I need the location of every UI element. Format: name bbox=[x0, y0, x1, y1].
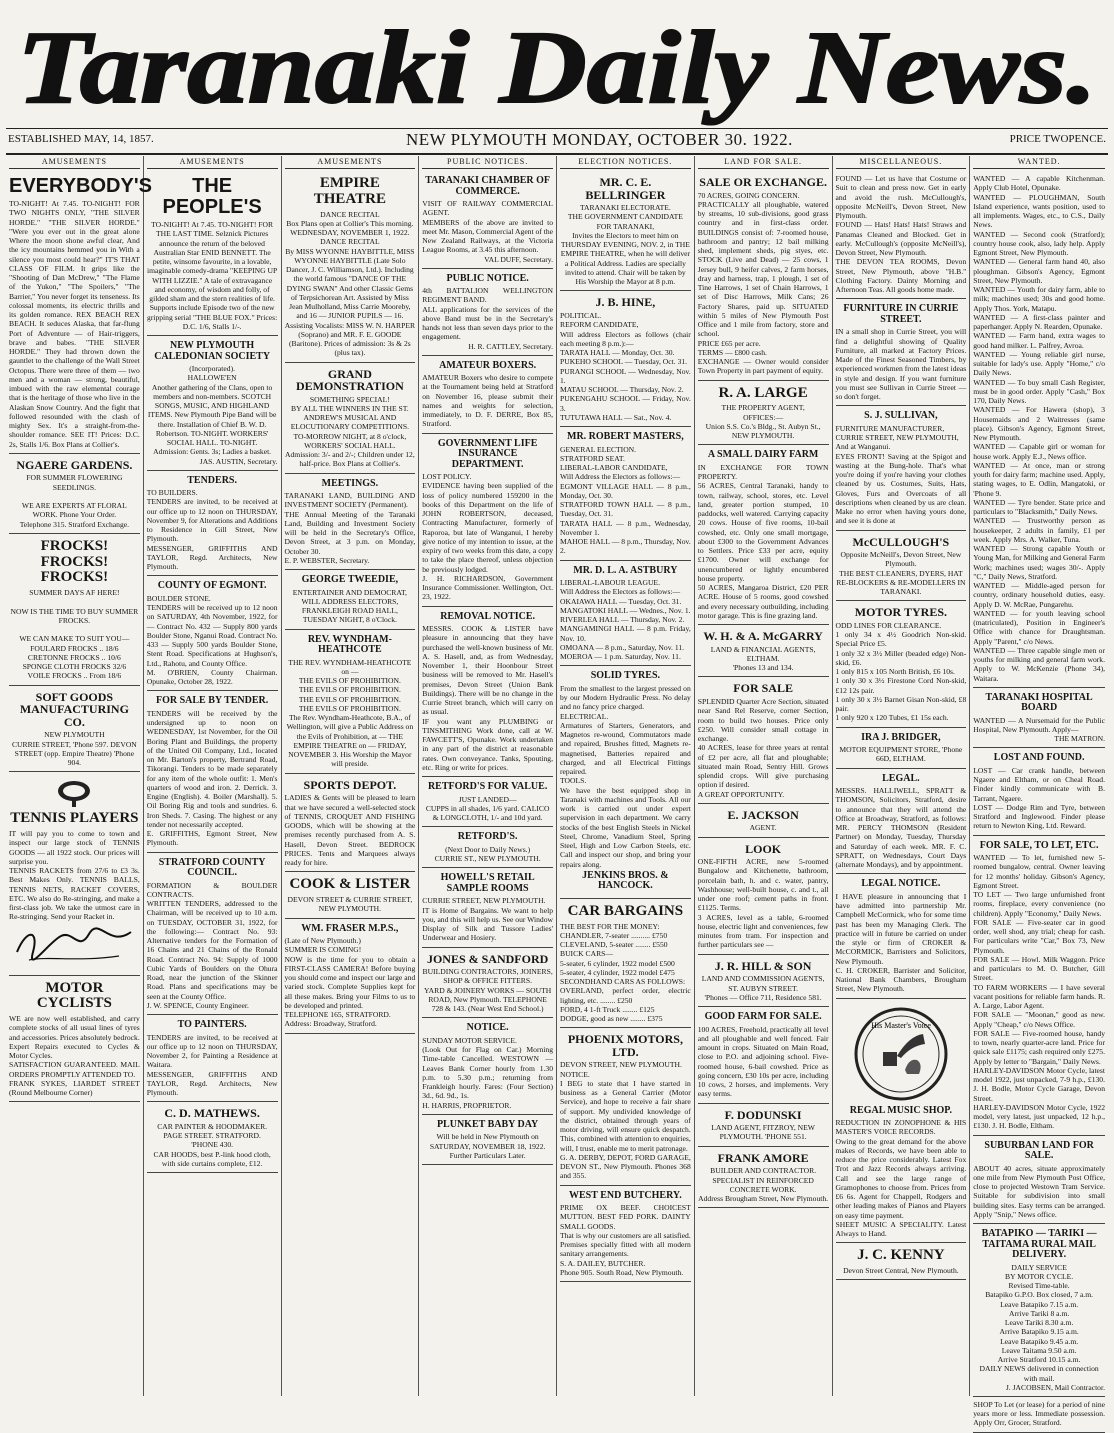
ad-jr-hill bbox=[698, 955, 829, 1007]
ad-retfords-value bbox=[422, 777, 553, 827]
ad-body: DEVON STREET & CURRIE STREET, NEW PLYMOUTH. bbox=[287, 895, 413, 914]
ad-body: ODD LINES FOR CLEARANCE. 1 only 34 x 4½ Goodrich Non-skid. Special Price £5. 1 only 32 x 3½ Miller (beaded edge) Non-skid, £6. 1 only 815 x 105 North British, £6 10s. 1 only 30 x 3½ Firestone Cord Non-skid, £12 12s pair. 1 only 30 x 3½ Barnet Gisan Non-skid, £8 pair. 1 only 920 x 120 Tubes, £1 15s each. bbox=[835, 620, 967, 723]
ad-title: FOR SALE, TO LET, ETC. bbox=[979, 839, 1099, 851]
ad-body: VISIT OF RAILWAY COMMERCIAL AGENT. MEMBERS of the above are invited to meet Mr. Mason, Commercial Agent of the New Zealand Railways, at the Victoria League Rooms, at 3.45 this afternoon. bbox=[422, 199, 554, 255]
ad-body: LAND AGENT, FITZROY, NEW PLYMOUTH. 'PHONE 551. bbox=[711, 1123, 815, 1142]
column-heading: AMUSEMENTS bbox=[285, 156, 416, 169]
ad-sale-by-tender bbox=[147, 691, 278, 852]
ad-title: BATAPIKO — TARIKI — TAITAMA RURAL MAIL DELIVERY. bbox=[981, 1228, 1097, 1260]
ad-body: TENDERS are invited, to be received at our office up to 12 noon on THURSDAY, November 2, for Painting a Residence at Waitara. MESSENGER, GRIFFITHS AND TAYLOR, Regd. Architects, New Plymouth. bbox=[146, 1032, 278, 1097]
ad-title: FURNITURE IN CURRIE STREET. bbox=[843, 303, 959, 325]
ad-body: THE PROPERTY AGENT, OFFICES:— Union S.S. Co.'s Bldg., St. Aubyn St., NEW PLYMOUTH. bbox=[705, 403, 821, 441]
ad-title: TARANAKI CHAMBER OF COMMERCE. bbox=[425, 175, 551, 197]
ad-body: Opposite McNeill's, Devon Street, New Plymouth. THE BEST CLEANERS, DYERS, HAT RE-BLOCKERS & RE-MODELLERS IN TARANAKI. bbox=[836, 550, 966, 597]
ad-body: FURNITURE MANUFACTURER, CURRIE STREET, NEW PLYMOUTH, And at Wanganui. EYES FRONT! Saving at the Spigot and wasting at the Bung-hole. That's what you're doing if you're having your clothes cleaned by us. Costumes, Suits, Hats, Gloves, Furs and Overcoats of all descriptions when cleaned by us are clean. Make no error when having yours done, and see it is done at bbox=[835, 423, 967, 526]
ad-title: NEW PLYMOUTH CALEDONIAN SOCIETY bbox=[154, 340, 271, 362]
ad-dodunski bbox=[698, 1104, 829, 1147]
ad-title: CAR BARGAINS bbox=[567, 902, 684, 919]
ad-body: 70 ACRES, GOING CONCERN. PRACTICALLY all ploughable, watered by streams, 10 sub-divisions, good grass country and in first-class order. BUILDINGS consist of: 7-roomed house, bathroom and pantry; 12 bail milking shed, implement sheds, pig styes, etc. STOCK (Live and Dead) — 25 cows, 1 Jersey bull, 9 heifer calves, 2 farm horses, dray and harness, trap, 1 plough, 1 set of Tine Harrows, 1 set of Chain Harrows, 1 set of Disc Harrows, Milk Cans; 26 Factory Shares, paid up. SITUATED within 5 miles of New Plymouth Post Office and 1 mile from factory, store and school. PRICE £65 per acre. TERMS — £800 cash. EXCHANGE — Owner would consider Town Property in part payment of equity. bbox=[697, 190, 829, 376]
ad-body: PRIME OX BEEF. CHOICEST MUTTON. BEST FED PORK. DAINTY SMALL GOODS. That is why our customers are all satisfied. Premises specially fitted with all modern sanitary arrangements. S. A. DAILEY, BUTCHER. Phone 905. South Road, New Plymouth. bbox=[560, 1203, 691, 1277]
column-3 bbox=[282, 156, 420, 1396]
ad-frocks bbox=[9, 534, 140, 686]
ad-plunket bbox=[422, 1115, 553, 1165]
column-heading: WANTED. bbox=[973, 156, 1105, 169]
ad-body: I HAVE pleasure in announcing that I have admitted into partnership Mr. Campbell McCormick, who for some time past has been my Managing Clerk. The practice will in future be carried on under the style or firm of CROKER & McCORMICK, Barristers and Solicitors, New Plymouth. C. H. CROKER, Barrister and Solicitor, National Bank Chambers, Brougham Street, New Plymouth. bbox=[835, 891, 967, 994]
ad-title: TENNIS PLAYERS bbox=[10, 810, 139, 827]
ad-body: LAND AND COMMISSION AGENTS, ST. AUBYN STREET. 'Phones — Office 711, Residence 581. bbox=[701, 974, 825, 1002]
ad-body: TARANAKI LAND, BUILDING AND INVESTMENT SOCIETY (Permanent). THE Annual Meeting of the Taranaki Land, Building and Investment Society will be held in the Secretary's Office, Devon Street, at 3 p.m. on Monday, October 30. E. P. WEBSTER, Secretary. bbox=[284, 491, 416, 565]
ad-title: LEGAL NOTICE. bbox=[861, 878, 941, 890]
ad-title: NGAERE GARDENS. bbox=[16, 457, 133, 472]
ad-body: AMATEUR Boxers who desire to compete at the Tournament being held at Stratford on November 16, please submit their names and weights for selection, immediately, to D. F. DERRE, Box 85, Stratford. bbox=[422, 373, 553, 429]
ad-body: FOUND — Let us have that Costume or Suit to clean and press now. Get in early and avoid the rush. McCullough's, opposite McNeill's, Devon Street, New Plymouth. FOUND — Hats! Hats! Hats! Straws and Panamas Cleaned and Blocked. Get in early. McCullough's (opposite McNeill's), Devon Street, New Plymouth. THE DEVON TEA ROOMS, Devon Street, New Plymouth, above "H.B." Clothing Factory. Dainty Morning and Afternoon Teas. All goods home made. bbox=[835, 174, 967, 294]
ad-signature: J. JACOBSEN, Mail Contractor. bbox=[1005, 1382, 1105, 1392]
ad-hine bbox=[560, 291, 691, 427]
ad-public-notice-band bbox=[422, 269, 553, 356]
ad-lost-and-found bbox=[973, 748, 1105, 835]
ad-grand-demonstration bbox=[285, 363, 416, 474]
ad-removal-notice bbox=[422, 607, 553, 778]
ad-ra-large bbox=[698, 381, 829, 446]
ad-body: GENERAL ELECTION. STRATFORD SEAT. LIBERAL-LABOR CANDIDATE, Will Address the Electors as follows:— EGMONT VILLAGE HALL — 8 p.m., Monday, Oct. 30. STRATFORD TOWN HALL — 8 p.m., Tuesday, Oct. 31. TARATA HALL — 8 p.m., Wednesday, November 1. MAHOE HALL — 8 p.m., Thursday, Nov. 2. bbox=[560, 444, 691, 556]
ad-empire-theatre bbox=[285, 171, 416, 363]
ad-title: LOOK bbox=[745, 841, 782, 856]
ad-title: SOFT GOODS MANUFACTURING CO. bbox=[19, 689, 129, 729]
ad-title: JENKINS BROS. & HANCOCK. bbox=[582, 869, 669, 892]
ad-body: LADIES & Gents will be pleased to learn that we have secured a well-selected stock of TENNIS, CROQUET AND FISHING GOODS, which will be showing at the premises recently purchased from A. S. Hasell, Devon Street. BEDROCK PRICES. Tents and Marquees always ready for hire. bbox=[284, 793, 416, 868]
column-heading: PUBLIC NOTICES. bbox=[422, 156, 553, 169]
column-heading: AMUSEMENTS bbox=[9, 156, 140, 169]
ad-legal bbox=[836, 769, 967, 875]
racket-logo-icon bbox=[54, 779, 94, 807]
ad-masters bbox=[560, 427, 691, 561]
ad-body: SOMETHING SPECIAL! BY ALL THE WINNERS IN THE ST. ANDREW'S MUSICAL AND ELOCUTIONARY COMPETITIONS. TO-MORROW NIGHT, at 8 o'clock, WORKERS' SOCIAL HALL. Admission: 3/- and 2/-; Children under 12, half-price. Box Plans at Collier's. bbox=[285, 394, 415, 469]
ad-title: GRAND DEMONSTRATION bbox=[295, 366, 404, 394]
ad-body: NEW PLYMOUTH CURRIE STREET, 'Phone 597. DEVON STREET (opp. Empire Theatre) 'Phone 904. bbox=[11, 730, 137, 768]
handwritten-signature bbox=[9, 922, 139, 966]
ad-title: REGAL MUSIC SHOP. bbox=[849, 1104, 952, 1116]
ad-body: ONE-FIFTH ACRE, new 5-roomed Bungalow and Kitchenette, bathroom, porcelain bath, h. and c. water, pantry, Washhouse; well-built house, c. and t., all under one roof; cement paths in front. £1125. Terms. 3 ACRES, level as a table, 6-roomed house, electric light and conveniences, few minutes from tram. For inspection and further particulars see — bbox=[697, 857, 829, 950]
ad-for-sale bbox=[698, 677, 829, 803]
established-date: ESTABLISHED MAY, 14, 1857. bbox=[8, 133, 154, 145]
ad-title: SUBURBAN LAND FOR SALE. bbox=[984, 1139, 1094, 1161]
ad-bridger bbox=[836, 728, 967, 769]
ad-title: McCULLOUGH'S bbox=[852, 534, 950, 549]
ad-jones-sandford bbox=[422, 948, 553, 1019]
ad-amateur-boxers bbox=[422, 356, 553, 434]
ad-body: MOTOR EQUIPMENT STORE, 'Phone 66D, ELTHAM. bbox=[839, 745, 963, 764]
ad-title: MEETINGS. bbox=[321, 477, 379, 489]
ad-kenny bbox=[836, 1243, 967, 1280]
ad-body: IN a small shop in Currie Street, you will find a delightful showing of Quality Furniture, all marked at Factory Prices. Made of the Finest Seasoned Timbers, by experienced workmen from the latest ideas in style and design. If you want furniture you must see Sullivan in Currie Street — so don't forget. bbox=[835, 327, 967, 401]
ad-car-bargains bbox=[560, 899, 691, 1029]
ad-body: (Incorporated). HALLOWE'EN Another gathering of the Clans, open to members and non-members. SCOTCH SONGS, MUSIC, AND HIGHLAND ITEMS. New Plymouth Pipe Band will be there. Installation of Chief B. W. D. Robertson. TO-NIGHT. WORKERS' SOCIAL HALL. TO-NIGHT. Admission: Gents. 3s; Ladies a basket. bbox=[147, 364, 277, 457]
ad-body: LAND & FINANCIAL AGENTS, ELTHAM. 'Phones 13 and 134. bbox=[710, 644, 816, 673]
ad-title: REMOVAL NOTICE. bbox=[440, 610, 536, 622]
ad-body: WANTED — A Nursemaid for the Public Hospital, New Plymouth. Apply— bbox=[973, 715, 1105, 734]
ad-title: REV. WYNDHAM-HEATHCOTE bbox=[307, 633, 392, 656]
masthead-title: Taranaki Daily News. bbox=[17, 10, 1097, 125]
ad-title: HOWELL'S RETAIL SAMPLE ROOMS bbox=[440, 872, 535, 894]
ad-title: GOOD FARM FOR SALE. bbox=[704, 1011, 822, 1023]
ad-body: (Late of New Plymouth.) SUMMER IS COMING! NOW is the time for you to obtain a FIRST-CLASS CAMERA! Before buying you should come and inspect our large and varied stock. Complete Supplies kept for all these makes. Bring your Films to us to be developed and printed. TELEPHONE 165, STRATFORD. Address: Broadway, Stratford. bbox=[284, 936, 416, 1029]
column-4 bbox=[419, 156, 557, 1396]
ad-chamber-of-commerce bbox=[422, 171, 553, 269]
ad-body: REDUCTION IN ZONOPHONE & HIS MASTER'S VOICE RECORDS. Owing to the great demand for the above makes of Records, we have been able to reduce the price considerably. Latest Fox Trot and Jazz Records always arriving. Call and see the large range of Gramophones to choose from. Prices from £6 6s. Agent for Chappell, Rodgers and other leading makes of Pianos and Players on easy time payment. SHEET MUSIC A SPECIALITY. Latest Always to Hand. bbox=[835, 1118, 967, 1239]
ad-title: LOST AND FOUND. bbox=[993, 752, 1085, 764]
ad-hospital-board bbox=[973, 688, 1105, 749]
ad-body: CAR PAINTER & HOODMAKER. PAGE STREET. STRATFORD. 'PHONE 430. CAR HOODS, best P.-link hood cloth, with side curtains complete, £12. bbox=[153, 1121, 271, 1168]
his-masters-voice-logo-icon bbox=[853, 1006, 949, 1102]
ad-look bbox=[698, 838, 829, 955]
ad-george-tweedie bbox=[285, 570, 416, 630]
ad-body: IT will pay you to come to town and inspect our large stock of TENNIS GOODS — all 1922 stock. Our prices will surprise you. TENNIS RACKETS from 27/6 to £3 3s. Best Makes Only. TENNIS BALLS, TENNIS NETS, RACKET COVERS, ETC. We also do Re-stringing, and make a first-class job. We take the utmost care in Re-stringing. Send your Racket in. bbox=[9, 829, 140, 922]
ad-title: COUNTY OF EGMONT. bbox=[157, 580, 267, 592]
ad-body: 4th BATTALION WELLINGTON REGIMENT BAND. ALL applications for the services of the above Band must be in the Secretary's hands not less than seven days prior to the engagement. bbox=[422, 286, 553, 342]
ad-title: PUBLIC NOTICE. bbox=[446, 272, 529, 284]
ad-title: J. R. HILL & SON bbox=[714, 958, 812, 973]
ad-title: MOTOR TYRES. bbox=[854, 605, 947, 620]
ad-body: BUILDER AND CONTRACTOR. SPECIALIST IN REINFORCED CONCRETE WORK. Address Brougham Street, New Plymouth. bbox=[698, 1166, 829, 1203]
ad-body: FORMATION & BOULDER CONTRACTS. WRITTEN TENDERS, addressed to the Chairman, will be received up to 10 a.m. on TUESDAY, OCTOBER 31, 1922, for the following:— Contract No. 93: Alternative tenders for the Formation of 16 Chains and 21 Chains of the Ronald Road. Contract No. 94: Supply of 1000 Cubic Yards of Boulders on the Ohura Road, near the junction of the Skinner Road. Plans and specifications may be seen at the County Office. J. W. SPENCE, County Engineer. bbox=[146, 880, 278, 1010]
ad-rural-mail bbox=[973, 1224, 1105, 1397]
logo-lettering: His Master's Voice bbox=[870, 1020, 931, 1030]
ad-motor-cyclists bbox=[9, 976, 140, 1103]
column-heading: ELECTION NOTICES. bbox=[560, 156, 691, 169]
ad-frank-amore bbox=[698, 1147, 829, 1209]
ad-body: BUILDING CONTRACTORS, JOINERS, SHOP & OFFICE FITTERS. YARD & JOINERY WORKS — SOUTH ROAD, New Plymouth. TELEPHONE 728 & 143. (Near West End School.) bbox=[422, 967, 553, 1014]
ad-bellringer bbox=[560, 171, 691, 291]
ad-title: F. DODUNSKI bbox=[724, 1107, 802, 1122]
ad-ngaere-gardens bbox=[9, 454, 140, 534]
ad-retfords bbox=[422, 827, 553, 868]
ad-title: PHOENIX MOTORS, LTD. bbox=[567, 1032, 683, 1059]
column-heading: MISCELLANEOUS. bbox=[836, 156, 967, 169]
ad-title: SPORTS DEPOT. bbox=[303, 777, 397, 792]
ad-body: ABOUT 40 acres, situate approximately one mile from New Plymouth Post Office, close to projected Westown Tram Service. Suitable for subdivision into small building sites. Easy terms can be arranged. Apply "Snip," News office. bbox=[973, 1163, 1105, 1219]
ad-title: LEGAL. bbox=[882, 772, 920, 784]
ad-body: SHOP To Let (or lease) for a period of nine years more or less. Immediate possession. Apply Orr, Grocer, Stratford. bbox=[973, 1399, 1105, 1428]
ad-title: RETFORD'S FOR VALUE. bbox=[427, 781, 548, 792]
ad-body: LOST — Car crank handle, between Ngaere and Eltham, or on Cheal Road. Finder kindly communicate with B. Tarrant, Ngaere. LOST — Dodge Rim and Tyre, between Stratford and Inglewood. Finder please return to Newton King, Ltd. Reward. bbox=[973, 765, 1105, 831]
ad-cook-lister bbox=[285, 872, 416, 918]
ad-caledonian bbox=[147, 336, 278, 471]
ad-sunday-motor bbox=[422, 1018, 553, 1115]
ad-title: W. H. & A. McGARRY bbox=[703, 629, 823, 644]
ad-body: (Next Door to Daily News.) CURRIE ST., NEW PLYMOUTH. bbox=[434, 844, 541, 863]
ad-title: R. A. LARGE bbox=[718, 384, 808, 401]
ad-suburban-land bbox=[973, 1136, 1105, 1225]
ad-body: POLITICAL. REFORM CANDIDATE, Will address Electors as follows (chair each meeting 8 p.m.):— TARATA HALL — Monday, Oct. 30. PUKEHO SCHOOL — Tuesday, Oct. 31. PURANGI SCHOOL — Wednesday, Nov. 1. MATAU SCHOOL — Thursday, Nov. 2. PUKENGAHU SCHOOL — Friday, Nov. 3. TUTUTAWA HALL — Sat., Nov. 4. bbox=[560, 311, 691, 422]
ad-title: COOK & LISTER bbox=[289, 876, 411, 893]
ad-title: J. B. HINE, bbox=[595, 295, 656, 310]
ad-body: IN EXCHANGE FOR TOWN PROPERTY. 56 ACRES, Central Taranaki, handy to town, railway, school, stores, etc. Level land, greater portion stumped, 10 paddocks, well watered. Carrying capacity 20 cows. House of five rooms, 10-bail cowshed, etc. Only one small mortgage, about £300 to the Government Advances to Settlers. Price £33 per acre, equity £1700. Owner will exchange for unencumbered or lightly encumbered house property. 50 ACRES, Mangaroa District, £20 PER ACRE. House of 5 rooms, good cowshed and every necessary outbuilding, including motor garage. This is fine grazing land. bbox=[697, 462, 829, 620]
column-8 bbox=[970, 156, 1108, 1428]
ad-title: THE PEOPLE'S bbox=[162, 175, 262, 218]
ad-title: EVERYBODY'S bbox=[9, 175, 152, 197]
column-1 bbox=[6, 156, 152, 1396]
ad-title: E. JACKSON bbox=[727, 807, 799, 822]
ad-everybodys bbox=[9, 171, 152, 454]
ad-title: GEORGE TWEEDIE, bbox=[301, 574, 399, 586]
ad-title: EMPIRE THEATRE bbox=[313, 175, 386, 207]
price: PRICE TWOPENCE. bbox=[1009, 133, 1106, 145]
ad-sullivan bbox=[836, 406, 967, 530]
ad-to-painters bbox=[147, 1015, 278, 1102]
column-6 bbox=[695, 156, 833, 1396]
ad-soft-goods bbox=[9, 686, 140, 773]
ad-body: WANTED — To let, furnished new 5-roomed bungalow, central. Owner leaving for 12 months' holiday. Gibson's Agency, Egmont Street. TO LET — Two large unfurnished front rooms, fireplace, every convenience (no children). Apply "Economy," Daily News. FOR SALE — Five-seater car in good order, well shod, any trial; cheap for cash. For particulars write "Car," Box 73, New Plymouth. FOR SALE — Howl. Milk Waggon. Price and particulars to M. O. Butcher, Gill Street. TO FARM WORKERS — I have several vacant positions for reliable farm hands. R. A. Large, Labor Agent. FOR SALE — "Moonan," good as new. Apply "Cheap," c/o News Office. FOR SALE — Five-roomed house, handy to town, nearly quarter-acre land. Price for quick sale £1175; cash required only £275. Apply by letter to "Bargain," Daily News. HARLEY-DAVIDSON Motor Cycle, latest model 1922, just unpacked, 7-9 h.p., £130. J. H. Bodle, Motor Cycle Garage, Devon Street. HARLEY-DAVIDSON Motor Cycle, 1922 model, very latest, just unpacked, 12 h.p., £130. J. H. Bodle, Eltham. bbox=[973, 853, 1105, 1131]
ad-body: Devon Street Central, New Plymouth. bbox=[843, 1266, 959, 1276]
ad-body: MESSRS. COOK & LISTER have pleasure in announcing that they have purchased the well-known business of Mr. A. S. Hasell, and, as from Wednesday, November 1, their Hoonbour Street business will be removed to Mr. Hasell's premises, Devon Street (Union Bank Buildings). There will be no change in the Currie Street branch, which will carry on as usual. IF you want any PLUMBING or TINSMITHING Work done, call at W. FAWCETT'S, Opunake. Work undertaken in any part of the district at reasonable rates. Own conveyance. Tanks, Spouting, etc. Ring or write for prices. bbox=[422, 624, 553, 772]
ad-title: A SMALL DAIRY FARM bbox=[707, 449, 819, 461]
ad-signature: VAL DUFF, Secretary. bbox=[484, 254, 553, 264]
ad-furniture bbox=[836, 299, 967, 406]
ad-body: THE REV. WYNDHAM-HEATHCOTE on — THE EVILS OF PROHIBITION. THE EVILS OF PROHIBITION. THE EVILS OF PROHIBITION. THE EVILS OF PROHIBITION. The Rev. Wyndham-Heathcote, B.A., of Wellington, will give a Public Address on the Evils of Prohibition, at — THE EMPIRE THEATRE on — FRIDAY, NOVEMBER 3. His Worship the Mayor will preside. bbox=[286, 657, 414, 769]
ad-body: SUMMER DAYS AF HERE! NOW IS THE TIME TO BUY SUMMER FROCKS. WE CAN MAKE TO SUIT YOU— FOULARD FROCKS .. 18/6 CRETONNE FROCKS .. 10/6 SPONGE CLOTH FROCKS 32/6 VOILE FROCKS .. From 18/6 bbox=[10, 588, 139, 681]
ad-body: FOR SUMMER FLOWERING SEEDLINGS. WE ARE EXPERTS AT FLORAL WORK. Phone Your Order. Telephone 315. Stratford Exchange. bbox=[19, 473, 130, 529]
ad-title: MR. ROBERT MASTERS, bbox=[567, 431, 684, 443]
ad-wm-fraser bbox=[285, 919, 416, 1034]
ad-meetings bbox=[285, 474, 416, 571]
ad-title: IRA J. BRIDGER, bbox=[861, 731, 941, 743]
ad-tenders bbox=[147, 471, 278, 577]
ad-body: CURRIE STREET, NEW PLYMOUTH. IT is Home of Bargains. We want to help you, and this will help us. See our Window Display of Silk and Tussore Ladies' Underwear and Hosiery. bbox=[422, 896, 553, 943]
ad-mccullough bbox=[836, 531, 967, 602]
ad-body: LOST POLICY. EVIDENCE having been supplied of the loss of policy numbered 159200 in the books of this Department on the life of JOHN ROBERTSON, deceased, Contracting Manufacturer, formerly of Raporoa, but late of Wanganui, I hereby give notice of my intention to issue, at the expiry of two weeks from this date, a copy to take the place thereof, unless objection be previously lodged. J. H. RICHARDSON, Government Insurance Commissioner. Wellington, Oct. 23, 1922. bbox=[422, 472, 553, 602]
ad-body: TARANAKI ELECTORATE. THE GOVERNMENT CANDIDATE FOR TARANAKI, Invites the Electors to meet him on THURSDAY EVENING, NOV. 2, in THE EMPIRE THEATRE, when he will deliver a Political Address. Ladies are specially invited to attend. Chair will be taken by His Worship the Mayor at 8 p.m. bbox=[560, 203, 691, 287]
ad-body: SUNDAY MOTOR SERVICE. (Look Out for Flag on Car.) Morning Time-table Cancelled. WESTOWN — Leaves Bank Corner hourly from 1.30 p.m. to 5.30 p.m.; returning from Frankleigh hourly. Fares: (Four Section) 3d., 6d. 9d., 1s. H. HARRIS, PROPRIETOR. bbox=[422, 1035, 553, 1110]
ad-body: MESSRS. HALLIWELL, SPRATT & THOMSON, Solicitors, Stratford, desire to announce that they will attend the Office at Broadway, Stratford, as follows: MR. PERCY THOMSON (Resident Partner) on Monday, Tuesday, Thursday and Saturday of each week. MR. F. C. SPRATT, on Wednesdays, Court Days (alternate Mondays), and by appointment. bbox=[835, 786, 967, 870]
ad-small-dairy-farm bbox=[698, 445, 829, 625]
ad-body: TO BUILDERS. TENDERS are invited, to be received at our office up to 12 noon on THURSDAY, November 9, for Alterations and Additions to Residence in Gill Street, New Plymouth. MESSENGER, GRIFFITHS AND TAYLOR, Regd. Architects, New Plymouth. bbox=[146, 488, 278, 571]
ad-body: WANTED — A capable Kitchenman. Apply Club Hotel, Opunake. WANTED — PLOUGHMAN, South Island experience, wants position, used to all implements. Wages, etc., to C.S., Daily News. WANTED — Second cook (Stratford); country house cook, also, lady help. Apply Egmont Street, New Plymouth. WANTED — General farm hand 40, also ploughman. Gibson's Agency, Egmont Street, New Plymouth. WANTED — Youth for dairy farm, able to milk; machines used; 30s and good home. Apply Thos. York, Matapu. WANTED — A first-class painter and paperhanger. Apply N. Rearden, Opunake. WANTED — Farm hand, extra wages to good hand milker. L. Palfrey, Avroa. WANTED — Young reliable girl nurse, suitable for lady's use. Apply "Home," c/o Daily News. WANTED — To buy small Cash Register, must be in good order. Apply "Cash," Box 170, Daily News. WANTED — For Hawera (shop), 3 Housemaids and 2 Waitresses (same place). Gibson's Agency, Egmont Street, New Plymouth. WANTED — Capable girl or woman for house work. Apply E.J., News office. WANTED — At once, man or strong youth for dairy farm; machine used. Apply, stating wages, to E. Odlin, Mangatoki, or 'Phone 9. WANTED — Tyre bender. State price and particulars to "Blacksmith," Daily News. WANTED — Trustworthy person as housekeeper, 2 adults in family, £1 per week. Apply Mrs. A. Walker, Tuna. WANTED — Strong capable Youth or Young Man, for Milking and General Farm Work; machines used; wages 30/-. Apply "C," Daily News, Stratford. WANTED — Middle-aged person for country, ordinary household duties, easy. Apply D. W. McRae, Pungarehu. WANTED — for youth leaving school (matriculated), Position in Engineer's Office with chance for Draughtsman. Apply "Parent," c/o News. WANTED — Three capable single men or youths for milking and general farm work. Apply to W. McKenzie (Phone 34), Waitara. bbox=[973, 174, 1105, 683]
ad-life-insurance bbox=[422, 434, 553, 607]
ad-howells bbox=[422, 868, 553, 947]
ad-body: TO-NIGHT! At 7.45. TO-NIGHT! FOR TWO NIGHTS ONLY, "THE SILVER HORDE." "THE SILVER HORDE." "Were you ever out in the great alone Where the moon shone awful clear, And the icy mountains hemmed you in With a silence you most could hear?" IT'S THAT CLASS OF FILM. It grips like the "Shooting of Dan McDrew," "The Flame of the Yukon," "The Spoilers," "The Barrier," You never forget its tenseness. Its colossal moments, its electric thrills and its golden romance. REX BEACH REX BEACH. It seduces Alaska, that far-flung Port of Adventure — of Hair-triggers, brave and babes. "THE SILVER HORDE." They had thrown down the gauntlet to the challenge of the Wall Street Octopus. There were three of them — two men and a woman — strong, beautiful, imbued with the raw elemental courage that is the heritage of those who live in the Alaskan Snow Country. And the fight that followed resounded with the clash of mighty Sex. It's a straight-from-the-shoulder romance. SEE IT! Prices: D.C. 2s, Stalls 1/6. Box Plans at Collier's. bbox=[9, 199, 140, 449]
ad-phoenix-motors bbox=[560, 1028, 691, 1185]
ad-tennis-players bbox=[9, 772, 140, 975]
ad-mcgarry bbox=[698, 625, 829, 677]
column-5 bbox=[557, 156, 695, 1396]
ad-body: DEVON STREET, NEW PLYMOUTH. NOTICE. I BEG to state that I have started in business as a General Carrier (Motor Service), and hope to receive a fair share of support. My undivided knowledge of the district, obtained through years of motor driving, will ensure quick despatch. This, combined with attention to enquiries, will, I trust, enable me to merit patronage. G. A. DERBY, DEPOT, FORD GARAGE, DEVON ST., New Plymouth. Phones 368 and 355. bbox=[560, 1060, 691, 1181]
ad-astbury bbox=[560, 561, 691, 667]
ad-stratford-county bbox=[147, 853, 278, 1016]
ad-title: MR. D. L. A. ASTBURY bbox=[573, 564, 678, 576]
ad-signature: THE MATRON. bbox=[1054, 734, 1105, 744]
ad-title: J. C. KENNY bbox=[857, 1247, 945, 1264]
ad-wanted-list bbox=[973, 171, 1105, 688]
ad-body: TENDERS will be received by the undersigned up to noon on WEDNESDAY, 1st November, for the Oil Boring Plant and Buildings, the property of the United Oil Company, Ltd., located on Mr. Barton's property, Bertrand Road, Tikorangi. Tenders to be made separately for any item of the whole outfit: 1. Men's quarters of wood and iron. 2. Derrick. 3. Engine (English). 4. Boiler (Marshall). 5. Oil Boring Rig and tools and sundries. 6. Iron Sheds. 7. Casing. The highest or any tender not necessarily accepted. E. GRIFFITHS, Egmont Street, New Plymouth. bbox=[146, 708, 278, 848]
ad-title: RETFORD'S. bbox=[457, 831, 518, 843]
ad-shop-to-let bbox=[973, 1397, 1105, 1433]
ad-solid-tyres bbox=[560, 666, 691, 899]
ad-title: NOTICE. bbox=[466, 1022, 509, 1034]
ad-body: BOULDER STONE. TENDERS will be received up to 12 noon on SATURDAY, 4th November, 1922, for— Contract No. 432 — Supply 800 yards Boulder Stone, Nganui Road. Contract No. 433 — Supply 500 yards Boulder Stone, Stent Road. Specifications at Hughson's, Ltd., Rahotu, and County Office. M. O'BRIEN, County Chairman. Opunake, October 28, 1922. bbox=[146, 593, 278, 686]
ad-body: DAILY SERVICE BY MOTOR CYCLE. Revised Time-table. Batapiko G.P.O. Box closed, 7 a.m. Leave Batapiko 7.15 a.m. Arrive Tariki 8 a.m. Leave Tariki 8.30 a.m. Arrive Batapiko 9.15 a.m. Leave Batapiko 9.45 a.m. Leave Taitama 9.50 a.m. Arrive Stratford 10.15 a.m. DAILY NEWS delivered in connection with mail. bbox=[979, 1262, 1099, 1383]
ad-body: 100 ACRES, Freehold, practically all level and all ploughable and well fenced. Fair amount in crops. Situated on Main Road, close to P.O. and adjoining school. Five-roomed house, 6-bail cowshed. Price as going concern, £30 10s per acre, including 10 cows, 2 horses, and implements. Very easy terms. bbox=[697, 1024, 829, 1099]
ad-title: AMATEUR BOXERS. bbox=[439, 359, 537, 371]
ad-sale-or-exchange bbox=[698, 171, 829, 381]
ad-body: SPLENDID Quarter Acre Section, situated near Sand Rel Reserve, corner Section, room to build two houses. Price only £250. Will consider small cottage in exchange. 40 ACRES, lease for three years at rental of £2 per acre, all flat and ploughable; situated main Road, Sentry Hill. Grows splendid crops. Will give purchasing option if desired. A GREAT OPPORTUNITY. bbox=[697, 697, 829, 799]
ad-good-farm bbox=[698, 1007, 829, 1104]
ad-title: FROCKS! FROCKS! FROCKS! bbox=[40, 537, 109, 586]
ad-title: WM. FRASER M.P.S., bbox=[301, 922, 399, 934]
ad-title: MOTOR CYCLISTS bbox=[36, 979, 112, 1012]
ad-for-sale-to-let bbox=[973, 836, 1105, 1136]
ad-title: FOR SALE BY TENDER. bbox=[156, 695, 269, 707]
ad-body: DANCE RECITAL Box Plans open at Collier's This morning. WEDNESDAY, NOVEMBER 1, 1922. DANCE RECITAL By MISS WYONNE HAYBITTLE, MISS WYONNE HAYBITTLE (Late Solo Dancer, J. C. Williamson, Ltd.). Including the world famous "DANCE OF THE DYING SWAN" And other Classic Gems of Terpsichorean Art. Assisted by Miss Jean Mulholland, Miss Carrie Mooreby, and 16 — JUNIOR PUPILS — 16. Assisting Vocalists: MISS W. N. HARPER (Soprano) and MR. F. E. GOODE (Baritone). Prices of admission: 3s & 2s (plus tax). bbox=[284, 209, 416, 358]
ad-peoples bbox=[147, 171, 278, 336]
ad-title: TO PAINTERS. bbox=[177, 1019, 247, 1030]
masthead-title-graphic bbox=[8, 4, 1106, 126]
ad-title: SALE OR EXCHANGE. bbox=[699, 175, 827, 189]
column-7 bbox=[833, 156, 971, 1396]
ad-body: WE are now well established, and carry complete stocks of all usual lines of tyres and accessories. Prices absolutely bedrock. Expert Repairs executed to Cycles & Motor Cycles. SATISFACTION GUARANTEED. MAIL ORDERS PROMPTLY ATTENDED TO. FRANK SYKES, LIARDET STREET (Round Melbourne Corner) bbox=[9, 1014, 140, 1098]
ad-title: C. D. MATHEWS. bbox=[164, 1106, 260, 1121]
column-heading: AMUSEMENTS bbox=[147, 156, 278, 169]
ad-found-notices bbox=[836, 171, 967, 299]
ad-title: TENDERS. bbox=[187, 474, 237, 486]
ad-body: TO-NIGHT! At 7.45. TO-NIGHT! FOR THE LAST TIME. Selznick Pictures announce the return of the beloved Australian Star ENID BENNETT. The petite, winsome favourite, in a lovable, imaginable comedy-drama "KEEPING UP WITH LIZZIE." A tale of extravagance and economy, of wisdom and folly, of gilded sham and the stern realities of life. Supports include Episode two of the new gripping serial "THE BLUE FOX." Prices: D.C. 1/6, Stalls 1/-. bbox=[146, 220, 278, 331]
ad-legal-notice bbox=[836, 874, 967, 998]
ad-title: STRATFORD COUNTY COUNCIL. bbox=[158, 856, 266, 878]
ad-wyndham-heathcote bbox=[285, 630, 416, 774]
place-and-date: NEW PLYMOUTH MONDAY, OCTOBER 30. 1922. bbox=[406, 130, 793, 149]
ad-title: WEST END BUTCHERY. bbox=[569, 1189, 682, 1201]
ad-title: FRANK AMORE bbox=[717, 1150, 809, 1165]
ad-title: MR. C. E. BELLRINGER bbox=[585, 175, 666, 202]
ad-body: THE BEST FOR THE MONEY: CHANDLER, 7-seater .......... £750 CLEVELAND, 5-seater ........ £550 BUICK CARS— 5-seater, 6 cylinder, 1922 model £500 5-seater, 4 cylinder, 1922 model £475 SECONDHAND CARS AS FOLLOWS: OVERLAND, perfect order, electric lighting, etc. ........ £250 FORD, 4 1-ft Truck ........ £125 DODGE, good as new ........ £375 bbox=[560, 921, 691, 1024]
column-heading: LAND FOR SALE. bbox=[698, 156, 829, 169]
ad-body: From the smallest to the largest pressed on by our Modern Hydraulic Press. No delay and no fancy price charged. ELECTRICAL. Armatures of Starters, Generators, and Magnetos re-wound, Commutators made and repaired, Brushes fitted, Magnets re-magnetised, Batteries repaired and charged, and all Electrical Fittings repaired. TOOLS. We have the best equipped shop in Taranaki with machines and Tools. All our work is carried out under expert supervision in each department. We carry stocks of the best English Steels in Nickel Steel, Chrome, Vanadium Steel, Spring Steel, High and Low Carbon Steels, etc. Call and inspect our shop, and bring your repairs along. bbox=[560, 683, 691, 869]
ad-body: AGENT. bbox=[749, 823, 777, 833]
ad-body: Will be held in New Plymouth on SATURDAY, NOVEMBER 18, 1922. Further Particulars Later. bbox=[429, 1132, 546, 1160]
ad-title: GOVERNMENT LIFE INSURANCE DEPARTMENT. bbox=[437, 437, 538, 470]
ad-motor-tyres bbox=[836, 601, 967, 727]
ad-mathews bbox=[147, 1102, 278, 1173]
ad-body: ENTERTAINER AND DEMOCRAT, WILL ADDRESS ELECTORS, FRANKLEIGH ROAD HALL, TUESDAY NIGHT, 8 o'Clock. bbox=[292, 587, 407, 625]
ad-title: FOR SALE bbox=[733, 681, 793, 696]
ad-title: JONES & SANDFORD bbox=[426, 951, 549, 966]
dateline-bar bbox=[6, 128, 1108, 155]
ad-title: SOLID TYRES. bbox=[590, 670, 661, 682]
ad-title: TARANAKI HOSPITAL BOARD bbox=[985, 691, 1093, 714]
masthead bbox=[8, 4, 1106, 126]
ad-regal-music bbox=[836, 999, 967, 1244]
ad-body: JUST LANDED— CUPPS in all shades, 1/6 yard. CALICO & LONGCLOTH, 1/- and 10d yard. bbox=[425, 794, 550, 822]
ad-title: S. J. SULLIVAN, bbox=[864, 410, 938, 422]
ad-body: LIBERAL-LABOUR LEAGUE. Will Address the Electors as follows:— OKAIAWA HALL — Tuesday, Oct. 31. MANGATOKI HALL — Wednes., Nov. 1. RIVERLEA HALL — Thursday, Nov. 2. MANGAMINGI HALL — 8 p.m. Friday, Nov. 10. OMOANA — 8 p.m., Saturday, Nov. 11. MOEROA — 1 p.m. Saturday, Nov. 11. bbox=[560, 578, 691, 662]
ad-signature: JAS. AUSTIN, Secretary. bbox=[199, 456, 278, 466]
ad-west-end-butchery bbox=[560, 1186, 691, 1283]
ad-e-jackson bbox=[698, 804, 829, 838]
ad-signature: H. R. CATTLEY, Secretary. bbox=[468, 341, 553, 351]
column-2 bbox=[144, 156, 282, 1396]
ad-title: PLUNKET BABY DAY bbox=[436, 1118, 539, 1130]
ad-county-egmont bbox=[147, 576, 278, 691]
columns bbox=[6, 156, 1108, 1428]
ad-sports-depot bbox=[285, 774, 416, 873]
